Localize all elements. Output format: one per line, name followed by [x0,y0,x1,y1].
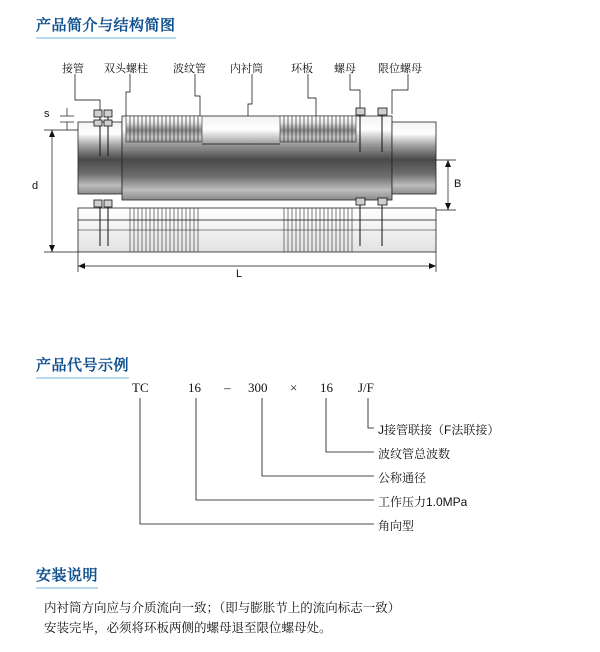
section-title-code-example: 产品代号示例 [36,354,129,375]
installation-note-2: 安装完毕，必须将环板两侧的螺母退至限位螺母处。 [44,621,332,635]
code-token-type: TC [132,380,149,395]
section-title-installation: 安装说明 [36,564,98,585]
installation-notes [44,598,564,638]
code-desc-dn: 公称通径 [378,471,427,485]
code-token-times: × [290,380,298,395]
dimension-label-d: d [32,180,39,192]
code-token-dn: 300 [248,380,268,395]
callout-label-nozzle: 接管 [62,63,84,75]
code-token-waves: 16 [320,380,333,395]
section-title-structure: 产品简介与结构简图 [36,14,176,35]
structure-diagram-svg [30,60,570,290]
dimension-label-s: s [44,108,50,120]
code-leader-lines [36,380,564,545]
code-desc-type: 角向型 [378,519,415,533]
callout-label-limit-nut: 限位螺母 [378,63,422,75]
callout-label-nut: 螺母 [334,63,356,75]
code-token-dash: – [224,380,231,395]
installation-note-1: 内衬筒方向应与介质流向一致；（即与膨胀节上的流向标志一致） [44,601,401,615]
code-token-pressure: 16 [188,380,201,395]
code-desc-joint: J接管联接（F法联接） [378,423,500,437]
dimension-label-l: L [236,268,243,280]
callout-label-double-stud: 双头螺柱 [104,63,148,75]
callout-label-bellows: 波纹管 [173,63,206,75]
structure-diagram [30,60,570,290]
code-token-joint: J/F [358,380,374,395]
callout-label-ring-plate: 环板 [291,63,313,75]
product-code-example [36,380,564,545]
callout-label-inner-sleeve: 内衬筒 [230,63,263,75]
code-desc-pressure: 工作压力1.0MPa [378,495,468,509]
dimension-label-b: B [454,178,462,190]
code-desc-waves: 波纹管总波数 [378,447,451,461]
